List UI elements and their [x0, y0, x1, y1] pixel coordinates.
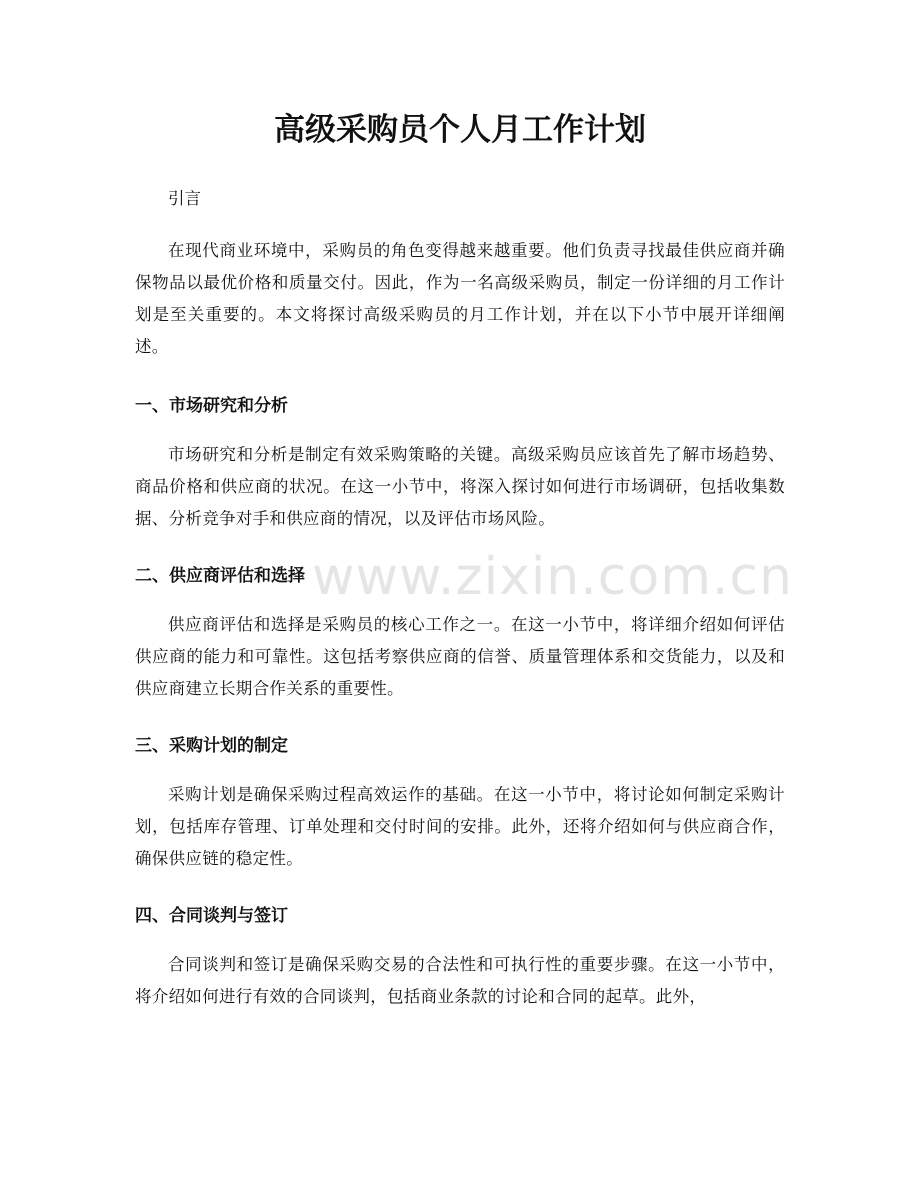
section-procurement-plan — [135, 731, 785, 875]
section-paragraph: 供应商评估和选择是采购员的核心工作之一。在这一小节中，将详细介绍如何评估供应商的能力和可靠性。这包括考察供应商的信誉、质量管理体系和交货能力，以及和供应商建立长期合作关系的重要性。 — [135, 615, 785, 698]
intro-label: 引言 — [168, 189, 201, 208]
document-body — [135, 183, 785, 1039]
section-supplier-evaluation — [135, 561, 785, 705]
section-heading: 一、市场研究和分析 — [135, 396, 288, 416]
section-paragraph: 采购计划是确保采购过程高效运作的基础。在这一小节中，将讨论如何制定采购计划，包括库存管理、订单处理和交付时间的安排。此外，还将介绍如何与供应商合作，确保供应链的稳定性。 — [135, 785, 785, 868]
section-market-research — [135, 391, 785, 535]
section-paragraph: 合同谈判和签订是确保采购交易的合法性和可执行性的重要步骤。在这一小节中，将介绍如何进行有效的合同谈判，包括商业条款的讨论和合同的起草。此外， — [135, 955, 785, 1006]
intro-paragraph: 在现代商业环境中，采购员的角色变得越来越重要。他们负责寻找最佳供应商并确保物品以最优价格和质量交付。因此，作为一名高级采购员，制定一份详细的月工作计划是至关重要的。本文将探讨高级采购员的月工作计划，并在以下小节中展开详细阐述。 — [135, 241, 785, 356]
section-paragraph: 市场研究和分析是制定有效采购策略的关键。高级采购员应该首先了解市场趋势、商品价格和供应商的状况。在这一小节中，将深入探讨如何进行市场调研，包括收集数据、分析竞争对手和供应商的情况，以及评估市场风险。 — [135, 445, 785, 528]
section-contract-negotiation — [135, 901, 785, 1013]
watermark: www.zixin.com.cn — [312, 547, 793, 607]
section-heading: 二、供应商评估和选择 — [135, 566, 305, 586]
document-title: 高级采购员个人月工作计划 — [274, 112, 646, 148]
section-heading: 四、合同谈判与签订 — [135, 906, 288, 926]
section-heading: 三、采购计划的制定 — [135, 736, 288, 756]
